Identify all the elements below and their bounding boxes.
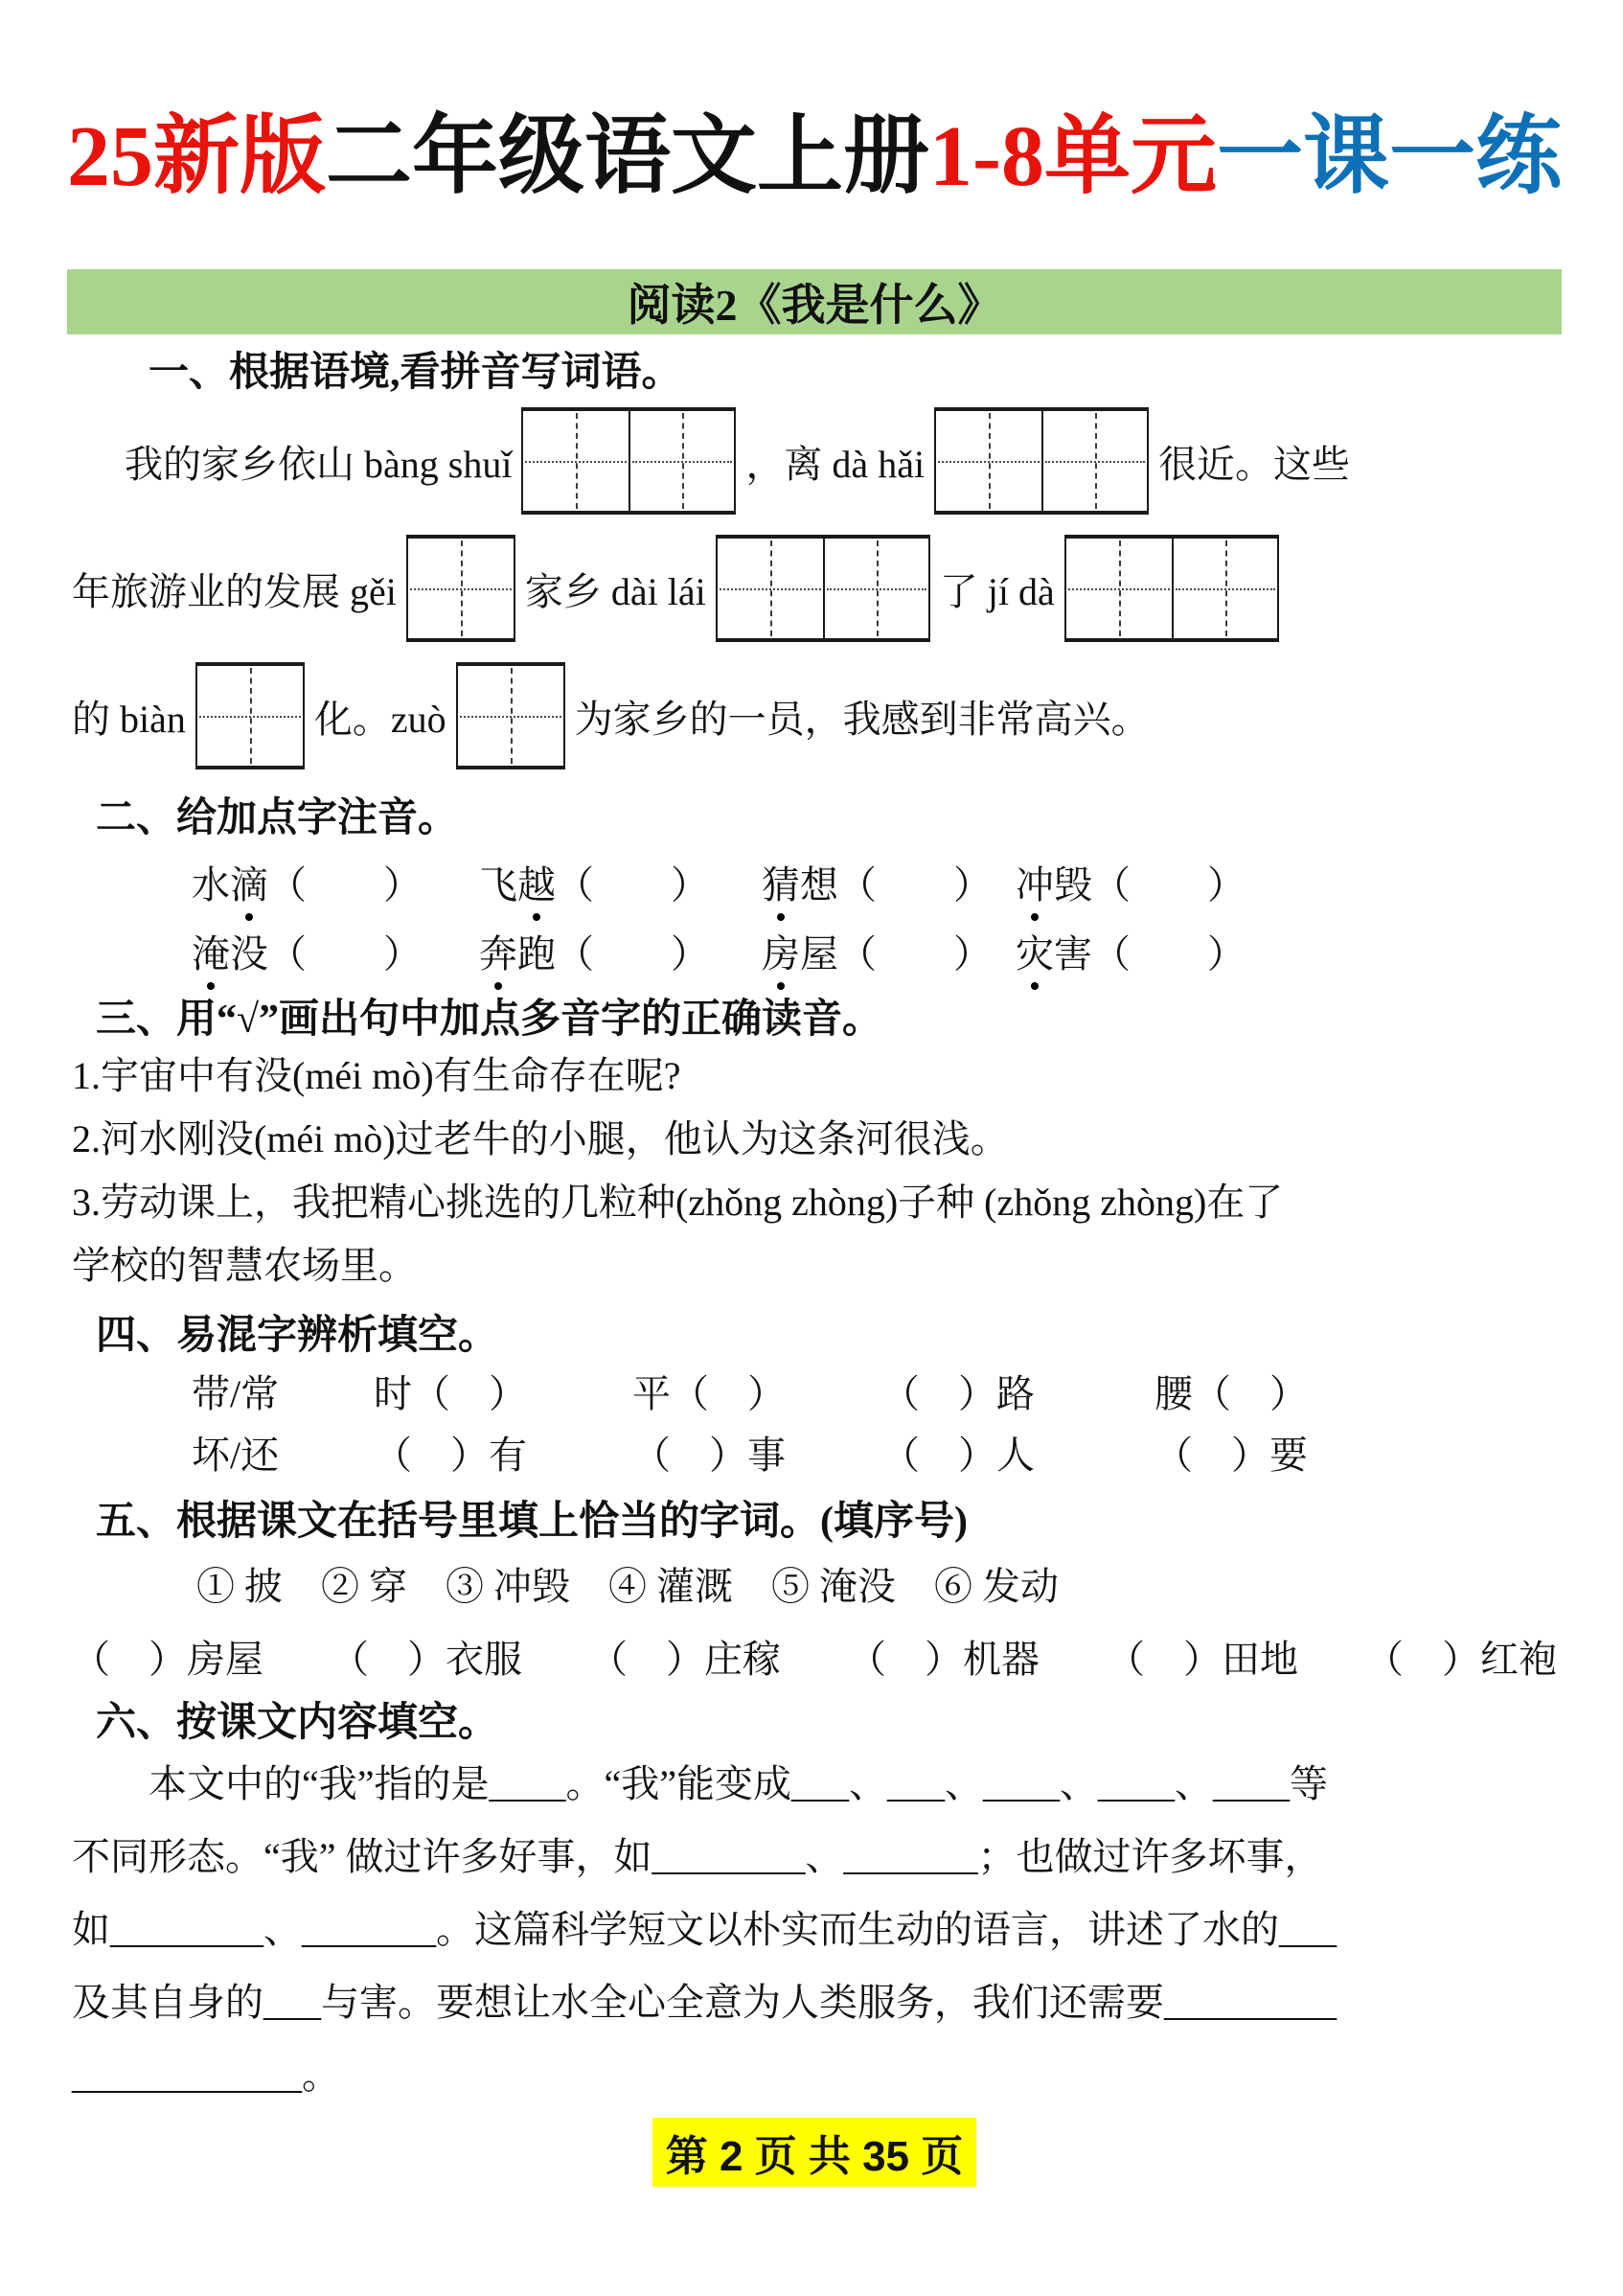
writing-cell[interactable] bbox=[936, 411, 1041, 511]
word-pre: 水 bbox=[192, 863, 230, 907]
row2-text-3: 了 jí dà bbox=[939, 569, 1055, 613]
section-six-heading: 六、按课文内容填空。 bbox=[96, 1700, 499, 1745]
fill-blank: （ ）衣服 bbox=[331, 1637, 522, 1681]
pinyin-writing-row-2 bbox=[67, 525, 1562, 653]
word-item bbox=[1016, 855, 1562, 909]
lesson-banner-text: 阅读2《我是什么》 bbox=[627, 280, 1002, 330]
writing-cell[interactable] bbox=[1172, 539, 1277, 638]
writing-box[interactable] bbox=[716, 535, 930, 642]
cloze-line-4: 及其自身的___与害。要想让水全心全意为人类服务，我们还需要_________ bbox=[72, 1980, 1337, 2024]
row1-text-2: ，离 dà hǎi bbox=[745, 442, 926, 486]
word-bank-fill-row bbox=[67, 1635, 1562, 1685]
dotted-char: 越 bbox=[517, 855, 556, 909]
word-bank: ① 披 ② 穿 ③ 冲毁 ④ 灌溉 ⑤ 淹没 ⑥ 发动 bbox=[196, 1564, 1059, 1608]
confusable-chars-row-1 bbox=[67, 1361, 1562, 1422]
polyphone-sentence-2: 2.河水刚没(méi mò)过老牛的小腿，他认为这条河很浅。 bbox=[72, 1116, 1009, 1160]
word-post: 想（ ） bbox=[800, 863, 992, 907]
row3-text-3: 为家乡的一员，我感到非常高兴。 bbox=[574, 697, 1150, 741]
cloze-line-5: ____________。 bbox=[72, 2053, 340, 2097]
cloze-line-2: 不同形态。“我” 做过许多好事，如________、_______；也做过许多坏事， bbox=[72, 1834, 1323, 1878]
char-pair: 坏/还 bbox=[192, 1434, 280, 1477]
writing-cell[interactable] bbox=[408, 539, 514, 638]
fill-blank: （ ）有 bbox=[374, 1434, 527, 1477]
fill-blank: （ ）机器 bbox=[848, 1637, 1040, 1681]
fill-blank: 平（ ） bbox=[632, 1372, 786, 1415]
dotted-char: 滴 bbox=[230, 855, 268, 909]
section-five-heading: 五、根据课文在括号里填上恰当的字词。(填序号) bbox=[96, 1499, 968, 1544]
title-part-1: 25新版 bbox=[67, 109, 326, 204]
polyphone-sentence-3: 3.劳动课上，我把精心挑选的几粒种(zhǒng zhòng)子种 (zhǒng zhòng)在了 bbox=[72, 1180, 1284, 1224]
writing-box[interactable] bbox=[521, 407, 736, 515]
row1-text-3: 很近。这些 bbox=[1158, 442, 1351, 486]
section-two-heading: 二、给加点字注音。 bbox=[96, 795, 459, 840]
cloze-line-3: 如________、_______。这篇科学短文以朴实而生动的语言，讲述了水的___ bbox=[72, 1907, 1337, 1951]
row2-text-1: 年旅游业的发展 gěi bbox=[72, 569, 397, 613]
writing-cell[interactable] bbox=[718, 539, 823, 638]
fill-blank: （ ）路 bbox=[881, 1372, 1035, 1415]
char-pair: 带/常 bbox=[192, 1372, 280, 1415]
word-post: 害（ ） bbox=[1054, 932, 1246, 976]
dotted-char: 奔 bbox=[479, 924, 517, 978]
writing-box[interactable] bbox=[1064, 535, 1279, 642]
row2-text-2: 家乡 dài lái bbox=[524, 569, 706, 613]
dotted-char: 房 bbox=[762, 924, 800, 978]
fill-blank: （ ）要 bbox=[1154, 1434, 1308, 1477]
word-post: （ ） bbox=[268, 863, 422, 907]
section-four-heading: 四、易混字辨析填空。 bbox=[96, 1313, 499, 1358]
word-pre: 飞 bbox=[479, 863, 517, 907]
word-item bbox=[479, 855, 762, 909]
dotted-char: 冲 bbox=[1016, 855, 1054, 909]
fill-blank: 时（ ） bbox=[374, 1372, 527, 1415]
title-part-2: 二年级语文上册 bbox=[326, 109, 929, 204]
title-part-4: 一课一练 bbox=[1216, 109, 1562, 204]
title-part-3: 1-8单元 bbox=[929, 109, 1217, 204]
confusable-chars-row-2 bbox=[67, 1422, 1562, 1483]
writing-box[interactable] bbox=[195, 662, 305, 769]
word-item bbox=[762, 855, 1016, 909]
page-number: 第 2 页 共 35 页 bbox=[652, 2118, 977, 2187]
word-post: 屋（ ） bbox=[800, 932, 992, 976]
word-item bbox=[479, 924, 762, 978]
dotted-char: 淹 bbox=[192, 924, 230, 978]
row3-text-2: 化。zuò bbox=[313, 697, 446, 741]
page-footer bbox=[67, 2118, 1562, 2187]
writing-box[interactable] bbox=[456, 662, 565, 769]
page-title bbox=[67, 103, 1562, 212]
writing-cell[interactable] bbox=[629, 411, 734, 511]
word-item bbox=[192, 855, 479, 909]
word-item bbox=[192, 924, 479, 978]
writing-cell[interactable] bbox=[197, 666, 303, 766]
word-post: 没（ ） bbox=[230, 932, 422, 976]
fill-blank: （ ）田地 bbox=[1107, 1637, 1298, 1681]
pinyin-writing-row-3 bbox=[67, 653, 1562, 780]
writing-cell[interactable] bbox=[1041, 411, 1147, 511]
word-post: （ ） bbox=[556, 863, 709, 907]
pinyin-writing-row-1 bbox=[67, 398, 1562, 525]
section-one-heading: 一、根据语境,看拼音写词语。 bbox=[149, 350, 682, 395]
word-item bbox=[762, 924, 1016, 978]
cloze-line-1: 本文中的“我”指的是____。“我”能变成___、___、____、____、____等 bbox=[72, 1761, 1329, 1805]
row3-text-1: 的 biàn bbox=[72, 697, 186, 741]
fill-blank: 腰（ ） bbox=[1154, 1372, 1308, 1415]
writing-cell[interactable] bbox=[823, 539, 928, 638]
word-item bbox=[1016, 924, 1562, 978]
word-post: 毁（ ） bbox=[1054, 863, 1246, 907]
row1-text-1: 我的家乡依山 bàng shuǐ bbox=[125, 442, 513, 486]
word-post: 跑（ ） bbox=[517, 932, 709, 976]
annotate-word-row-1 bbox=[67, 853, 1562, 912]
dotted-char: 灾 bbox=[1016, 924, 1054, 978]
fill-blank: （ ）红袍 bbox=[1365, 1637, 1557, 1681]
section-three-heading: 三、用“√”画出句中加点多音字的正确读音。 bbox=[96, 997, 883, 1042]
fill-blank: （ ）事 bbox=[632, 1434, 786, 1477]
fill-blank: （ ）庄稼 bbox=[589, 1637, 781, 1681]
lesson-banner bbox=[67, 269, 1562, 334]
fill-blank: （ ）房屋 bbox=[72, 1637, 263, 1681]
writing-cell[interactable] bbox=[523, 411, 629, 511]
polyphone-sentence-1: 1.宇宙中有没(méi mò)有生命存在呢? bbox=[72, 1053, 681, 1097]
dotted-char: 猜 bbox=[762, 855, 800, 909]
fill-blank: （ ）人 bbox=[881, 1434, 1035, 1477]
writing-cell[interactable] bbox=[1066, 539, 1172, 638]
writing-box[interactable] bbox=[406, 535, 515, 642]
polyphone-sentence-3-cont: 学校的智慧农场里。 bbox=[72, 1243, 417, 1287]
annotate-word-row-2 bbox=[67, 922, 1562, 981]
writing-cell[interactable] bbox=[458, 666, 563, 766]
writing-box[interactable] bbox=[934, 407, 1149, 515]
